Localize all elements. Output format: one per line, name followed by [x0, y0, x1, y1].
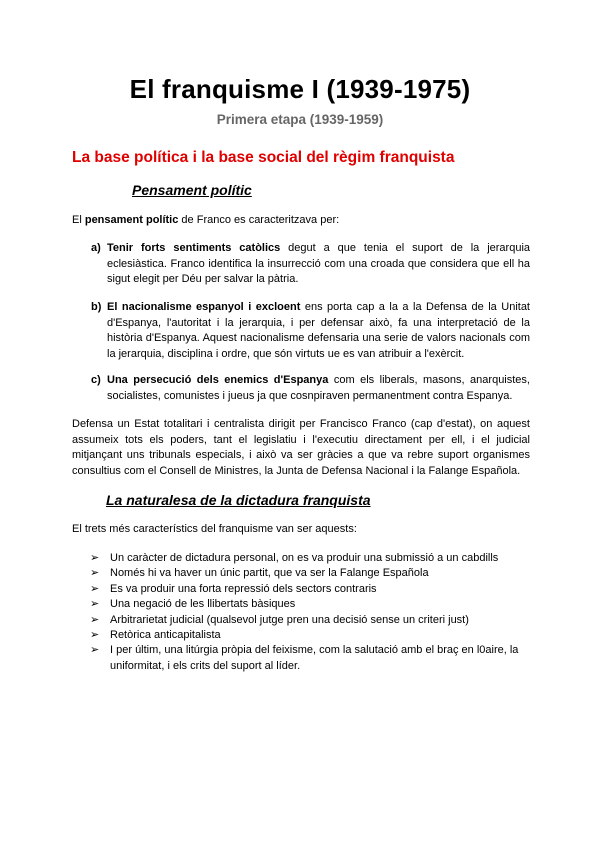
list-item — [72, 566, 532, 581]
item-letter: c) — [91, 374, 101, 386]
intro-suffix: de Franco es caracteritzava per: — [178, 214, 340, 226]
item-body — [107, 300, 530, 362]
page-subtitle: Primera etapa (1939-1959) — [216, 112, 384, 127]
arrow-bullet-icon: ➢ — [90, 552, 100, 564]
item-text: degut a que tenia el suport de la jerarquia eclesiàstica. Franco identifica la insurrecció com una croada que considera que ell ha sigut elegit per Déu per salvar la pàtria. — [107, 242, 530, 286]
list-item — [72, 613, 532, 628]
naturalesa-heading: La naturalesa de la dictadura franquista — [106, 492, 371, 508]
pensament-closing: Defensa un Estat totalitari i centralista dirigit per Francisco Franco (cap d'estat), on aquest assumeix tots els poders, tant el legislatiu i l'executiu directament per ell, i el judicial mitjançant uns tribunals especials, i això va ser gràcies a que va rebre suport organismes consultius com el Consell de Ministres, la Junta de Defensa Nacional i la Falange Española. — [72, 418, 530, 477]
list-item-text: Una negació de les llibertats bàsiques — [110, 598, 296, 611]
item-text: ens porta cap a la a la Defensa de la Unitat d'Espanya, l'autoritat i la jerarquia, i per defensar això, fa una interpretació de la història d'Espanya. Aquest nacionalisme defensaria una serie de valors nacionals com la jerarquia, disciplina i ordre, que són virtuts ue es van atribuir a l'exèrcit. — [107, 301, 530, 360]
list-item-text: Arbitrarietat judicial (qualsevol jutge pren una decisió sense un criteri just) — [110, 613, 469, 626]
arrow-bullet-icon: ➢ — [90, 613, 100, 626]
arrow-bullet-icon: ➢ — [90, 629, 100, 642]
list-item-text: Només hi va haver un únic partit, que va ser la Falange Española — [110, 567, 429, 580]
naturalesa-intro: El trets més característics del franquisme van ser aquests: — [72, 523, 357, 535]
list-item-text: Retòrica anticapitalista — [110, 629, 221, 642]
section-heading: La base política i la base social del règim franquista — [72, 149, 455, 166]
list-item — [72, 628, 532, 643]
pensament-intro — [72, 213, 530, 229]
list-item-a — [91, 241, 530, 288]
intro-prefix: El — [72, 214, 85, 226]
list-item-text: Un caràcter de dictadura personal, on es va produir una submissió a un cabdills — [110, 552, 499, 564]
item-text: com els liberals, masons, anarquistes, socialistes, comunistes i jueus ja que cosnpiraven permanentment contra Espanya. — [107, 374, 530, 402]
item-body — [107, 241, 530, 288]
arrow-bullet-icon: ➢ — [90, 598, 100, 611]
list-item — [72, 643, 532, 674]
item-letter: b) — [91, 301, 102, 313]
list-item-text: Es va produir una forta repressió dels sectors contraris — [110, 582, 377, 595]
characteristics-list — [72, 551, 532, 674]
list-item-text: I per últim, una litúrgia pròpia del feixisme, com la salutació amb el braç en l0aire, la uniformitat, i els crits del suport al líder. — [110, 644, 519, 672]
arrow-bullet-icon: ➢ — [90, 567, 100, 580]
list-item-c — [91, 373, 530, 404]
intro-bold: pensament polític — [84, 214, 179, 226]
list-item — [72, 582, 532, 597]
arrow-bullet-icon: ➢ — [90, 644, 100, 657]
list-item — [72, 551, 532, 566]
item-letter: a) — [91, 242, 101, 254]
list-item — [72, 597, 532, 612]
item-bold: Tenir forts sentiments catòlics — [107, 242, 281, 254]
list-item-b — [91, 300, 530, 362]
page-title: El franquisme I (1939-1975) — [129, 74, 471, 104]
item-body — [107, 373, 530, 404]
item-bold: El nacionalisme espanyol i excloent — [107, 301, 301, 313]
arrow-bullet-icon: ➢ — [90, 582, 100, 595]
pensament-heading: Pensament polític — [132, 182, 252, 198]
item-bold: Una persecució dels enemics d'Espanya — [107, 374, 329, 386]
